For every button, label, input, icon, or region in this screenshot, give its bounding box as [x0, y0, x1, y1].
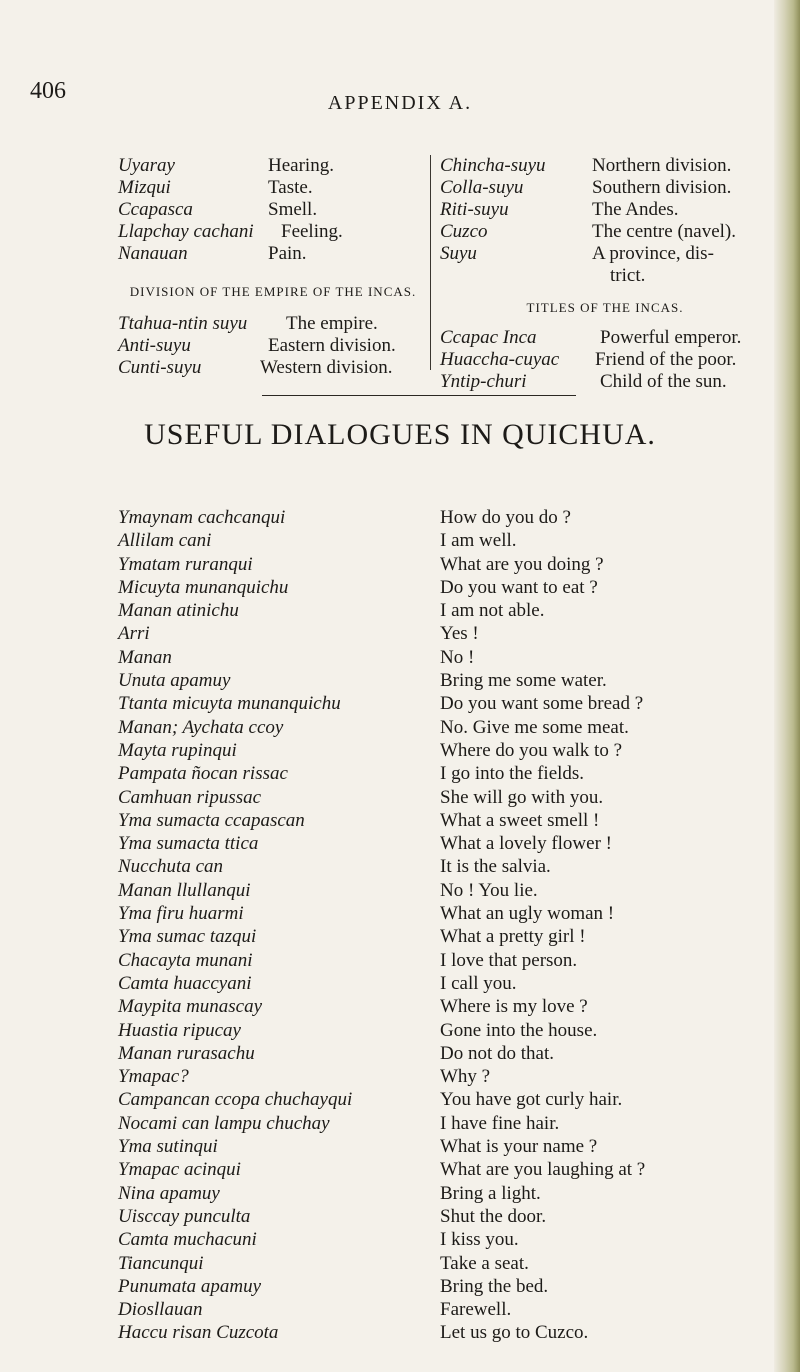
- quichua-phrase: Nucchuta can: [118, 856, 224, 878]
- english-phrase: Gone into the house.: [440, 1019, 598, 1041]
- quichua-phrase: Camhuan ripussac: [118, 786, 262, 808]
- quichua-term: Anti-suyu: [118, 335, 191, 356]
- dialogue-row: [118, 949, 758, 972]
- english-phrase: Bring me some water.: [440, 670, 607, 692]
- titles-heading: TITLES OF THE INCAS.: [526, 300, 684, 315]
- dialogue-row: [118, 902, 758, 925]
- english-term: Hearing.: [268, 155, 334, 176]
- english-phrase: What are you doing ?: [440, 553, 604, 575]
- dialogue-row: [118, 692, 758, 715]
- dialogue-row: [118, 809, 758, 832]
- english-phrase: Do not do that.: [440, 1042, 554, 1064]
- vocab-row: [440, 371, 780, 393]
- dialogue-row: [118, 1158, 758, 1181]
- quichua-phrase: Yma sumacta ttica: [118, 833, 259, 855]
- dialogue-row: [118, 1019, 758, 1042]
- dialogue-row: [118, 1135, 758, 1158]
- english-phrase: What a pretty girl !: [440, 926, 586, 948]
- vocab-row: [440, 155, 780, 177]
- section-title: USEFUL DIALOGUES IN QUICHUA.: [144, 418, 656, 451]
- dialogue-row: [118, 669, 758, 692]
- english-term: Northern division.: [592, 155, 732, 176]
- quichua-phrase: Tiancunqui: [118, 1252, 204, 1274]
- english-phrase: Bring a light.: [440, 1182, 541, 1204]
- page-edge-shadow: [774, 0, 800, 1372]
- dialogue-row: [118, 925, 758, 948]
- quichua-phrase: Nocami can lampu chuchay: [118, 1112, 330, 1134]
- running-head: APPENDIX A.: [327, 92, 473, 114]
- english-term: Eastern division.: [268, 335, 396, 356]
- dialogue-row: [118, 762, 758, 785]
- right-vocabulary-column: [430, 155, 780, 392]
- section-divider-rule: [262, 395, 576, 396]
- english-phrase: Do you want some bread ?: [440, 693, 644, 715]
- quichua-term: Colla-suyu: [440, 177, 524, 198]
- quichua-phrase: Yma firu huarmi: [118, 903, 244, 925]
- english-term: Southern division.: [592, 177, 732, 198]
- quichua-phrase: Pampata ñocan rissac: [118, 763, 288, 785]
- english-phrase: What a sweet smell !: [440, 809, 600, 831]
- english-phrase: I go into the fields.: [440, 763, 585, 785]
- quichua-phrase: Allilam cani: [118, 530, 212, 552]
- english-phrase: No ! You lie.: [440, 879, 538, 901]
- quichua-phrase: Haccu risan Cuzcota: [118, 1322, 279, 1344]
- quichua-phrase: Camta huaccyani: [118, 972, 252, 994]
- dialogue-row: [118, 879, 758, 902]
- quichua-phrase: Yma sutinqui: [118, 1136, 218, 1158]
- english-phrase: Take a seat.: [440, 1252, 529, 1274]
- english-phrase: Why ?: [440, 1066, 491, 1088]
- quichua-phrase: Ymapac?: [118, 1066, 189, 1088]
- english-phrase: What a lovely flower !: [440, 833, 612, 855]
- vocab-row: [118, 155, 438, 177]
- quichua-term: Nanauan: [118, 243, 188, 264]
- quichua-phrase: Manan llullanqui: [118, 879, 251, 901]
- english-term: Smell.: [268, 199, 318, 220]
- quichua-phrase: Manan: [118, 646, 172, 668]
- vocab-row: [118, 199, 438, 221]
- quichua-phrase: Diosllauan: [118, 1299, 203, 1321]
- english-term: Western division.: [260, 357, 393, 378]
- english-phrase: How do you do ?: [440, 507, 571, 528]
- dialogue-row: [118, 786, 758, 809]
- english-phrase: Shut the door.: [440, 1205, 547, 1227]
- dialogue-row: [118, 972, 758, 995]
- quichua-term: Cunti-suyu: [118, 357, 202, 378]
- dialogue-row: [118, 832, 758, 855]
- english-term: Child of the sun.: [600, 371, 727, 392]
- english-phrase: What is your name ?: [440, 1136, 598, 1158]
- quichua-phrase: Campancan ccopa chuchayqui: [118, 1089, 353, 1111]
- dialogue-row: [118, 1042, 758, 1065]
- dialogue-row: [118, 529, 758, 552]
- vocab-row: [118, 335, 438, 357]
- english-phrase: No. Give me some meat.: [440, 716, 629, 738]
- quichua-phrase: Arri: [118, 623, 150, 645]
- english-phrase: I love that person.: [440, 949, 578, 971]
- quichua-term: Ccapac Inca: [440, 327, 537, 348]
- vocab-row: [118, 221, 438, 243]
- dialogue-row: [118, 1088, 758, 1111]
- quichua-term: Yntip-churi: [440, 371, 527, 392]
- english-phrase: I have fine hair.: [440, 1112, 560, 1134]
- dialogue-row: [118, 646, 758, 669]
- dialogue-row: [118, 1228, 758, 1251]
- quichua-phrase: Yma sumacta ccapascan: [118, 809, 305, 831]
- english-phrase: No !: [440, 646, 475, 668]
- dialogue-row: [118, 716, 758, 739]
- quichua-phrase: Camta muchacuni: [118, 1229, 257, 1251]
- english-phrase: She will go with you.: [440, 786, 604, 808]
- dialogue-row: [118, 739, 758, 762]
- english-term: Taste.: [268, 177, 313, 198]
- english-phrase: Yes !: [440, 623, 479, 645]
- quichua-phrase: Huastia ripucay: [118, 1019, 241, 1041]
- vocab-row: [440, 199, 780, 221]
- quichua-phrase: Manan atinichu: [118, 600, 239, 622]
- quichua-phrase: Ttanta micuyta munanquichu: [118, 693, 341, 715]
- quichua-phrase: Chacayta munani: [118, 949, 253, 971]
- dialogue-row: [118, 553, 758, 576]
- english-term: Friend of the poor.: [595, 349, 737, 370]
- english-phrase: Where is my love ?: [440, 996, 588, 1018]
- dialogue-row: [118, 1298, 758, 1321]
- quichua-term: Ttahua-ntin suyu: [118, 313, 248, 334]
- english-term: The centre (navel).: [592, 221, 736, 242]
- left-vocabulary-column: [118, 155, 438, 379]
- english-phrase: Where do you walk to ?: [440, 739, 623, 761]
- english-phrase: I call you.: [440, 972, 517, 994]
- english-phrase: You have got curly hair.: [440, 1089, 623, 1111]
- quichua-phrase: Unuta apamuy: [118, 670, 231, 692]
- english-phrase: Bring the bed.: [440, 1275, 549, 1297]
- page-number: 406: [30, 78, 66, 104]
- vocab-row-continuation: [440, 265, 780, 287]
- dialogue-list: [118, 506, 758, 1345]
- quichua-term: Mizqui: [118, 177, 171, 198]
- english-phrase: Do you want to eat ?: [440, 576, 598, 598]
- dialogue-row: [118, 622, 758, 645]
- quichua-phrase: Mayta rupinqui: [118, 739, 237, 761]
- dialogue-row: [118, 1065, 758, 1088]
- quichua-term: Huaccha-cuyac: [440, 349, 560, 370]
- english-term: Feeling.: [281, 221, 343, 242]
- vocab-row: [440, 349, 780, 371]
- english-term: The Andes.: [592, 199, 679, 220]
- dialogue-row: [118, 1112, 758, 1135]
- quichua-phrase: Yma sumac tazqui: [118, 926, 257, 948]
- dialogue-row: [118, 855, 758, 878]
- dialogue-row: [118, 1182, 758, 1205]
- english-phrase: What an ugly woman !: [440, 903, 615, 925]
- quichua-phrase: Maypita munascay: [118, 996, 263, 1018]
- dialogue-row: [118, 1321, 758, 1344]
- vocab-row: [118, 313, 438, 335]
- english-term-continuation: trict.: [610, 265, 646, 286]
- dialogue-row: [118, 1252, 758, 1275]
- english-phrase: I am not able.: [440, 600, 545, 622]
- quichua-phrase: Uisccay punculta: [118, 1205, 251, 1227]
- vocab-row: [118, 177, 438, 199]
- english-phrase: It is the salvia.: [440, 856, 551, 878]
- quichua-term: Chincha-suyu: [440, 155, 546, 176]
- english-phrase: I kiss you.: [440, 1229, 519, 1251]
- english-term: Pain.: [268, 243, 307, 264]
- vocab-row: [440, 177, 780, 199]
- quichua-phrase: Micuyta munanquichu: [118, 576, 289, 598]
- english-term: A province, dis-: [592, 243, 714, 264]
- english-term: The empire.: [286, 313, 378, 334]
- quichua-term: Cuzco: [440, 221, 488, 242]
- quichua-phrase: Ymaynam cachcanqui: [118, 507, 286, 528]
- quichua-phrase: Ymapac acinqui: [118, 1159, 241, 1181]
- quichua-phrase: Ymatam ruranqui: [118, 553, 253, 575]
- quichua-phrase: Nina apamuy: [118, 1182, 220, 1204]
- vocab-row: [118, 357, 438, 379]
- vocab-row: [118, 243, 438, 265]
- dialogue-row: [118, 599, 758, 622]
- quichua-phrase: Punumata apamuy: [118, 1275, 262, 1297]
- english-term: Powerful emperor.: [600, 327, 742, 348]
- quichua-phrase: Manan; Aychata ccoy: [118, 716, 284, 738]
- vocab-row: [440, 243, 780, 265]
- vocab-row: [440, 221, 780, 243]
- division-heading: DIVISION OF THE EMPIRE OF THE INCAS.: [129, 284, 417, 299]
- quichua-term: Ccapasca: [118, 199, 193, 220]
- english-phrase: Let us go to Cuzco.: [440, 1322, 589, 1344]
- vocab-row: [440, 327, 780, 349]
- english-phrase: Farewell.: [440, 1299, 512, 1321]
- dialogue-row: [118, 1205, 758, 1228]
- dialogue-row: [118, 1275, 758, 1298]
- quichua-term: Riti-suyu: [440, 199, 509, 220]
- quichua-term: Suyu: [440, 243, 477, 264]
- dialogue-row: [118, 995, 758, 1018]
- dialogue-row: [118, 576, 758, 599]
- quichua-term: Uyaray: [118, 155, 175, 176]
- quichua-phrase: Manan rurasachu: [118, 1042, 255, 1064]
- dialogue-row: [118, 506, 758, 529]
- english-phrase: What are you laughing at ?: [440, 1159, 646, 1181]
- english-phrase: I am well.: [440, 530, 517, 552]
- quichua-term: Llapchay cachani: [118, 221, 254, 242]
